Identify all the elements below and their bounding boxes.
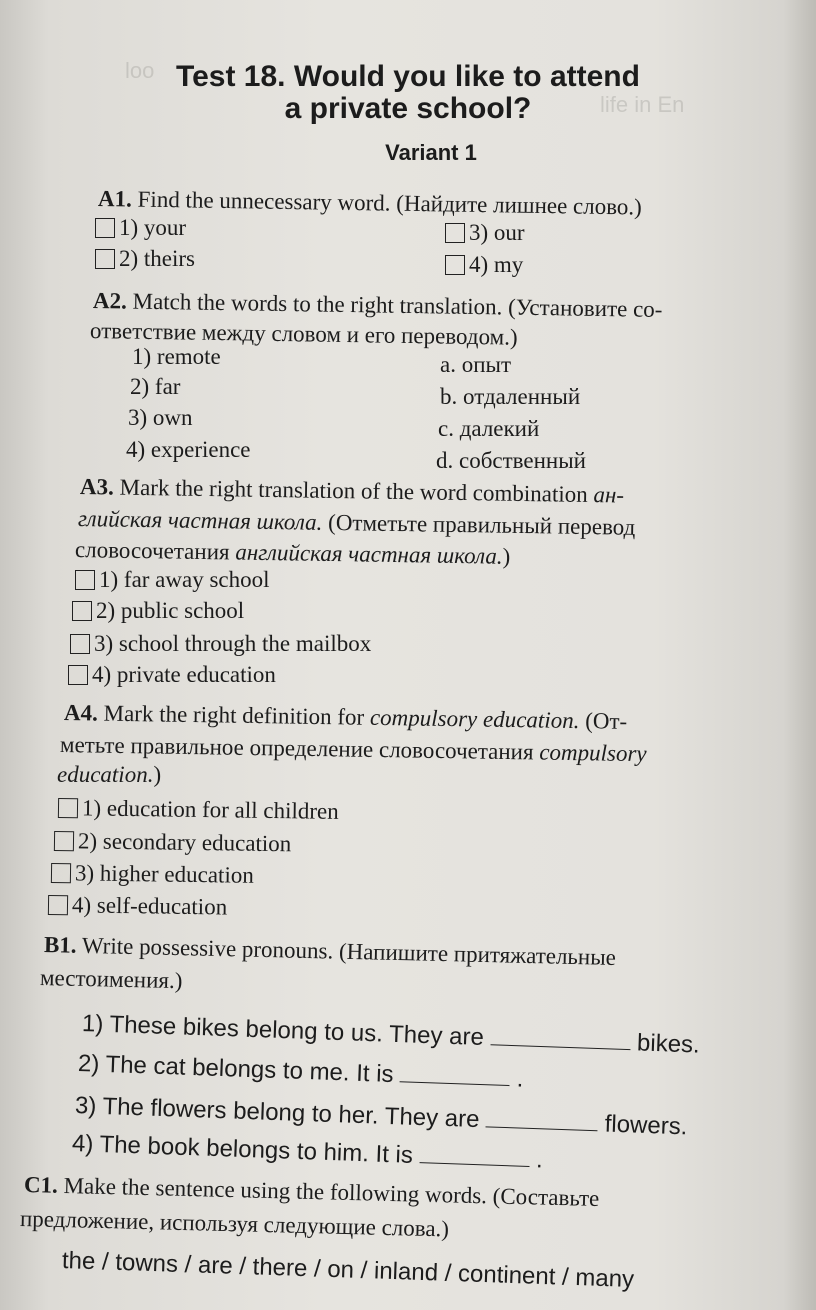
b1-label: B1. <box>43 932 77 958</box>
bleed-through-text: life in En <box>600 92 685 117</box>
a4-option-2[interactable]: 2) secondary education <box>54 828 292 857</box>
a3-instruction: A3. Mark the right translation of the word combination ан- <box>79 474 625 508</box>
a3-instruction-line3: словосочетания английская частная школа.) <box>74 537 511 569</box>
variant-heading: Variant 1 <box>385 140 477 165</box>
a2-translation-a: a. опыт <box>440 352 512 377</box>
a2-word-3: 3) own <box>128 405 193 430</box>
checkbox[interactable] <box>72 601 92 621</box>
c1-instruction: C1. Make the sentence using the following words. (Составьте <box>23 1172 600 1212</box>
a3-label: A3. <box>79 474 115 500</box>
a4-option-4[interactable]: 4) self-education <box>48 892 228 920</box>
a3-instruction-line2: глийская частная школа. (Отметьте правильный перевод <box>77 506 636 540</box>
checkbox[interactable] <box>95 218 115 238</box>
test-title-line2: a private school? <box>284 92 532 125</box>
a2-translation-b: b. отдаленный <box>440 384 581 409</box>
a2-instruction-line2: ответствие между словом и его переводом.) <box>89 318 518 350</box>
checkbox[interactable] <box>75 570 95 590</box>
a4-option-1[interactable]: 1) education for all children <box>58 795 339 825</box>
c1-word-list: the / towns / are / there / on / inland / continent / many <box>61 1247 635 1293</box>
a4-instruction: A4. Mark the right definition for compulsory education. (От- <box>63 700 628 734</box>
test-title: Test 18. Would you like to attend <box>176 60 640 93</box>
a4-label: A4. <box>63 700 99 726</box>
answer-blank[interactable] <box>490 1044 630 1050</box>
checkbox[interactable] <box>54 831 74 851</box>
a2-word-4: 4) experience <box>126 437 251 462</box>
a2-word-1: 1) remote <box>132 344 221 369</box>
b1-sentence-2: 2) The cat belongs to me. It is . <box>77 1050 524 1093</box>
a2-label: A2. <box>92 288 128 314</box>
a4-instruction-line3: education.) <box>57 762 162 787</box>
bleed-through-text: loo <box>125 58 155 83</box>
c1-label: C1. <box>23 1172 59 1198</box>
a1-text: Find the unnecessary word. (Найдите лишнее слово.) <box>137 186 643 220</box>
checkbox[interactable] <box>445 223 465 243</box>
checkbox[interactable] <box>51 863 71 883</box>
b1-instruction-line2: местоимения.) <box>39 965 183 994</box>
a1-option-2[interactable]: 2) theirs <box>95 246 195 272</box>
checkbox[interactable] <box>70 634 90 654</box>
a3-option-4[interactable]: 4) private education <box>68 662 276 688</box>
a3-option-3[interactable]: 3) school through the mailbox <box>70 631 371 657</box>
a2-instruction: A2. Match the words to the right translation. (Установите со- <box>92 288 663 322</box>
checkbox[interactable] <box>445 255 465 275</box>
checkbox[interactable] <box>68 665 88 685</box>
b1-sentence-4: 4) The book belongs to him. It is . <box>71 1130 544 1174</box>
a1-option-4[interactable]: 4) my <box>445 252 523 278</box>
a3-option-1[interactable]: 1) far away school <box>75 567 270 593</box>
a1-option-1[interactable]: 1) your <box>95 215 186 241</box>
a1-option-3[interactable]: 3) our <box>445 220 525 246</box>
answer-blank[interactable] <box>400 1081 510 1086</box>
a4-option-3[interactable]: 3) higher education <box>51 860 254 889</box>
a2-word-2: 2) far <box>130 374 181 399</box>
checkbox[interactable] <box>48 895 68 915</box>
a3-option-2[interactable]: 2) public school <box>72 598 244 624</box>
c1-instruction-line2: предложение, используя следующие слова.) <box>19 1206 450 1242</box>
checkbox[interactable] <box>95 249 115 269</box>
b1-sentence-1: 1) These bikes belong to us. They are bikes. <box>81 1010 701 1059</box>
a4-instruction-line2: метьте правильное определение словосочетания compulsory <box>59 732 647 767</box>
a2-translation-c: c. далекий <box>438 416 540 441</box>
a2-translation-d: d. собственный <box>436 448 586 473</box>
checkbox[interactable] <box>58 798 78 818</box>
b1-instruction: B1. Write possessive pronouns. (Напишите притяжательные <box>43 932 617 970</box>
b1-sentence-3: 3) The flowers belong to her. They are flowers. <box>74 1092 688 1141</box>
a1-label: A1. <box>97 186 133 212</box>
answer-blank[interactable] <box>419 1162 529 1167</box>
answer-blank[interactable] <box>486 1126 598 1131</box>
